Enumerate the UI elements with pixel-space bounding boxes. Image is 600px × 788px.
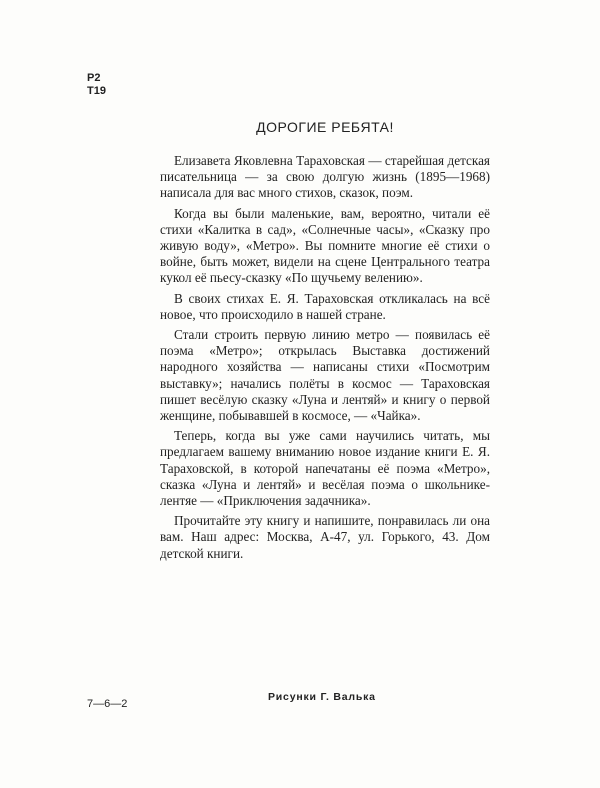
preface-text xyxy=(160,153,490,566)
paragraph: Когда вы были маленькие, вам, вероятно, читали её стихи «Калитка в сад», «Солнечные часы», «Сказку про живую воду», «Метро». Вы помните многие её стихи о войне, быть может, видели на сцене Центрального театра кукол её пьесу-сказку «По щучьему велению». xyxy=(160,205,490,286)
classification-code xyxy=(87,72,106,98)
paragraph: В своих стихах Е. Я. Тараховская откликалась на всё новое, что происходило в нашей стране. xyxy=(160,290,490,322)
catalog-index: 7—6—2 xyxy=(87,698,128,710)
illustrator-credit: Рисунки Г. Валька xyxy=(268,691,376,703)
paragraph: Прочитайте эту книгу и напишите, понравилась ли она вам. Наш адрес: Москва, А-47, ул. Горького, 43. Дом детской книги. xyxy=(160,513,490,561)
paragraph: Теперь, когда вы уже сами научились читать, мы предлагаем вашему вниманию новое издание книги Е. Я. Тараховской, в которой напечатаны её поэма «Метро», сказка «Луна и лентяй» и весёлая поэма о школьнике-лентяе — «Приключения задачника». xyxy=(160,428,490,509)
paragraph: Стали строить первую линию метро — появилась её поэма «Метро»; открылась Выставка достижений народного хозяйства — написаны стихи «Посмотрим выставку»; начались полёты в космос — Тараховская пишет весёлую сказку «Луна и лентяй» и книгу о первой женщине, побывавшей в космосе, — «Чайка». xyxy=(160,327,490,424)
paragraph: Елизавета Яковлевна Тараховская — старейшая детская писательница — за свою долгую жизнь (1895—1968) написала для вас много стихов, сказок, поэм. xyxy=(160,153,490,201)
classification-code-line1: Р2 xyxy=(87,72,101,84)
classification-code-line2: Т19 xyxy=(87,85,106,97)
page-title: ДОРОГИЕ РЕБЯТА! xyxy=(256,119,394,135)
